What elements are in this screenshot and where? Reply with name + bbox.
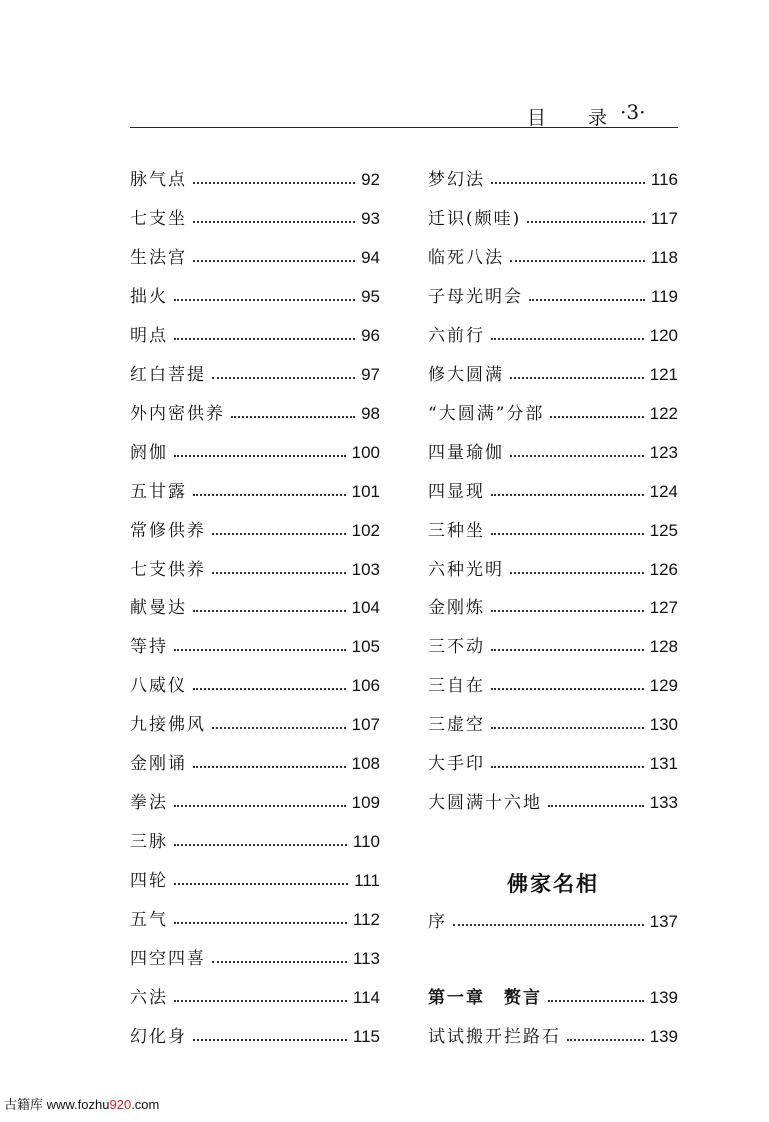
toc-leader-dots	[193, 766, 346, 768]
toc-entry-page: 116	[650, 170, 678, 189]
toc-entry-page: 109	[351, 793, 380, 813]
toc-leader-dots	[174, 338, 355, 340]
toc-entry[interactable]	[130, 206, 380, 232]
toc-leader-dots	[491, 338, 644, 340]
toc-entry-label: 试试搬开拦路石	[428, 1027, 561, 1047]
toc-entry-chapter[interactable]	[428, 985, 678, 1011]
toc-leader-dots	[548, 1000, 644, 1002]
toc-entry[interactable]	[130, 401, 380, 427]
toc-entry[interactable]	[130, 284, 380, 310]
toc-entry-label: 梦幻法	[428, 170, 485, 190]
toc-entry-page: 103	[351, 559, 380, 579]
toc-entry[interactable]	[130, 751, 380, 777]
toc-entry[interactable]	[130, 479, 380, 505]
toc-entry-page: 94	[361, 247, 380, 267]
toc-entry-label: 四量瑜伽	[428, 442, 504, 463]
toc-entry-label: 第一章 赘言	[428, 988, 542, 1008]
watermark-prefix: 古籍库 www.fozhu	[4, 1097, 110, 1112]
watermark-highlight: 920	[109, 1097, 132, 1112]
toc-entry-label: 等持	[130, 637, 168, 658]
toc-entry-page: 137	[649, 912, 678, 931]
toc-entry[interactable]	[130, 790, 380, 816]
toc-entry[interactable]	[428, 673, 678, 699]
toc-entry-page: 100	[351, 442, 380, 462]
toc-entry[interactable]	[130, 985, 380, 1011]
toc-entry-page: 131	[649, 754, 678, 774]
toc-entry-page: 97	[361, 364, 380, 384]
toc-leader-dots	[193, 182, 355, 184]
toc-entry[interactable]	[428, 751, 678, 777]
toc-leader-dots	[174, 649, 346, 651]
toc-leader-dots	[491, 610, 644, 612]
toc-leader-dots	[193, 260, 355, 262]
toc-entry-page: 105	[351, 637, 380, 657]
toc-entry[interactable]	[428, 712, 678, 738]
toc-entry-page: 122	[649, 403, 678, 423]
toc-entry-label: 六法	[130, 987, 168, 1008]
toc-entry-page: 96	[361, 325, 380, 345]
toc-leader-dots	[174, 455, 346, 457]
section-heading: 佛家名相	[507, 871, 599, 896]
toc-entry[interactable]	[130, 245, 380, 271]
toc-entry-page: 112	[352, 910, 380, 930]
toc-entry-page: 106	[351, 676, 380, 696]
toc-entry[interactable]	[428, 245, 678, 271]
toc-leader-dots	[491, 494, 644, 496]
toc-leader-dots	[212, 727, 346, 729]
header-title: 目 录	[527, 107, 626, 129]
toc-entry[interactable]	[428, 401, 678, 427]
toc-entry-label: 金刚诵	[130, 754, 187, 775]
toc-leader-dots	[491, 533, 644, 535]
toc-entry-label: 七支供养	[130, 559, 206, 580]
toc-entry-label: 常修供养	[130, 520, 206, 541]
toc-leader-dots	[174, 922, 347, 924]
toc-leader-dots	[174, 883, 348, 885]
toc-entry-page: 139	[649, 1027, 678, 1046]
toc-entry-page: 121	[649, 364, 678, 384]
toc-entry-label: 阏伽	[130, 442, 168, 463]
toc-leader-dots	[453, 924, 644, 926]
toc-entry-page: 115	[352, 1026, 380, 1046]
toc-entry-label: 明点	[130, 325, 168, 346]
header-rule	[130, 127, 678, 128]
toc-entry[interactable]	[130, 829, 380, 855]
toc-entry-label: 迁识(颇哇)	[428, 208, 522, 229]
toc-leader-dots	[212, 572, 346, 574]
toc-entry[interactable]	[428, 557, 678, 583]
toc-entry-label: 临死八法	[428, 247, 504, 268]
toc-entry[interactable]	[130, 167, 380, 193]
toc-entry[interactable]	[130, 557, 380, 583]
toc-entry-page: 111	[354, 871, 380, 891]
toc-entry-label: 外内密供养	[130, 403, 225, 424]
toc-leader-dots	[491, 688, 644, 690]
toc-leader-dots	[510, 260, 645, 262]
toc-entry-label: 生法宫	[130, 247, 187, 268]
toc-entry-label: 六种光明	[428, 559, 504, 580]
toc-leader-dots	[529, 299, 645, 301]
toc-entry-label: 八威仪	[130, 676, 187, 697]
toc-entry[interactable]	[130, 323, 380, 349]
toc-leader-dots	[567, 1039, 644, 1041]
toc-entry-label: 九接佛风	[130, 715, 206, 736]
toc-entry[interactable]	[130, 946, 380, 972]
toc-entry[interactable]	[428, 284, 678, 310]
toc-leader-dots	[174, 805, 346, 807]
toc-entry-label: 大手印	[428, 754, 485, 775]
toc-entry-label: 五甘露	[130, 481, 187, 502]
toc-entry-page: 119	[650, 286, 678, 306]
toc-entry-label: 金刚炼	[428, 598, 485, 619]
toc-entry-preface[interactable]	[428, 909, 678, 935]
toc-entry[interactable]	[130, 673, 380, 699]
header-page-number: ·3·	[620, 100, 646, 124]
toc-entry-page: 124	[649, 481, 678, 501]
toc-entry-label: 三自在	[428, 676, 485, 697]
toc-entry-page: 110	[352, 832, 380, 852]
toc-entry-label: 四轮	[130, 871, 168, 892]
toc-entry-label: 三种坐	[428, 520, 485, 541]
toc-entry[interactable]	[130, 907, 380, 933]
toc-entry-page: 104	[351, 598, 380, 618]
toc-entry-page: 107	[351, 715, 380, 735]
toc-entry-label: 七支坐	[130, 208, 187, 229]
toc-leader-dots	[174, 844, 347, 846]
toc-entry-label: 献曼达	[130, 598, 187, 619]
toc-leader-dots	[527, 221, 645, 223]
toc-entry-label: 六前行	[428, 325, 485, 346]
toc-entry-page: 128	[649, 637, 678, 657]
toc-entry[interactable]	[428, 362, 678, 388]
toc-leader-dots	[193, 221, 355, 223]
toc-entry-label: 修大圆满	[428, 364, 504, 385]
toc-entry[interactable]	[130, 518, 380, 544]
watermark-suffix: .com	[131, 1097, 160, 1112]
toc-entry-page: 127	[649, 598, 678, 618]
toc-entry-page: 98	[361, 403, 380, 423]
toc-leader-dots	[510, 455, 644, 457]
toc-leader-dots	[193, 494, 346, 496]
toc-entry[interactable]	[428, 167, 678, 193]
toc-leader-dots	[212, 377, 355, 379]
toc-entry-label: 三虚空	[428, 715, 485, 736]
toc-entry-page: 93	[361, 208, 380, 228]
toc-entry[interactable]	[130, 634, 380, 660]
toc-entry-page: 117	[650, 208, 678, 228]
toc-entry-label: 五气	[130, 910, 168, 931]
toc-entry-page: 92	[361, 170, 380, 189]
toc-entry[interactable]	[428, 323, 678, 349]
toc-entry-page: 108	[351, 754, 380, 774]
toc-leader-dots	[231, 416, 355, 418]
toc-entry[interactable]	[130, 362, 380, 388]
toc-entry[interactable]	[130, 1024, 380, 1050]
toc-entry[interactable]	[130, 440, 380, 466]
toc-entry-label: 序	[428, 912, 447, 932]
toc-entry-label: “大圆满”分部	[428, 403, 545, 424]
toc-entry-label: 四空四喜	[130, 949, 206, 969]
toc-leader-dots	[491, 766, 644, 768]
toc-leader-dots	[510, 377, 644, 379]
toc-entry-page: 130	[649, 715, 678, 735]
toc-leader-dots	[510, 572, 644, 574]
toc-entry-page: 118	[650, 247, 678, 267]
toc-leader-dots	[212, 961, 347, 963]
toc-leader-dots	[193, 610, 346, 612]
toc-entry-page: 125	[649, 520, 678, 540]
toc-entry-label: 三不动	[428, 637, 485, 658]
toc-entry-page: 95	[361, 286, 380, 306]
toc-entry[interactable]	[428, 206, 678, 232]
toc-entry-page: 114	[352, 987, 380, 1007]
toc-entry-page: 102	[351, 520, 380, 540]
toc-entry[interactable]	[428, 595, 678, 621]
toc-leader-dots	[548, 805, 644, 807]
toc-entry-page: 123	[649, 442, 678, 462]
toc-leader-dots	[193, 1039, 347, 1041]
toc-entry[interactable]	[130, 595, 380, 621]
toc-entry[interactable]	[428, 634, 678, 660]
toc-entry-label: 三脉	[130, 832, 168, 853]
toc-entry[interactable]	[428, 518, 678, 544]
toc-entry-subsection[interactable]	[428, 1024, 678, 1050]
toc-entry-label: 红白菩提	[130, 364, 206, 385]
toc-leader-dots	[491, 727, 644, 729]
toc-leader-dots	[174, 1000, 347, 1002]
toc-leader-dots	[193, 688, 346, 690]
toc-entry[interactable]	[130, 868, 380, 894]
toc-entry-page: 113	[352, 949, 380, 968]
toc-entry-label: 拙火	[130, 286, 168, 307]
toc-entry-label: 子母光明会	[428, 286, 523, 307]
toc-leader-dots	[174, 299, 355, 301]
toc-entry-label: 四显现	[428, 481, 485, 502]
toc-entry[interactable]	[428, 479, 678, 505]
toc-entry-page: 101	[351, 481, 380, 501]
toc-entry-label: 拳法	[130, 793, 168, 814]
toc-leader-dots	[550, 416, 643, 418]
toc-entry-label: 脉气点	[130, 170, 187, 190]
toc-leader-dots	[491, 649, 644, 651]
toc-leader-dots	[491, 182, 645, 184]
toc-entry-label: 大圆满十六地	[428, 793, 542, 814]
toc-entry[interactable]	[428, 790, 678, 816]
toc-entry-page: 133	[649, 793, 678, 813]
toc-entry[interactable]	[130, 712, 380, 738]
toc-entry-page: 126	[649, 559, 678, 579]
watermark	[4, 1094, 159, 1113]
toc-entry-label: 幻化身	[130, 1026, 187, 1047]
toc-entry[interactable]	[428, 440, 678, 466]
toc-leader-dots	[212, 533, 346, 535]
toc-entry-page: 129	[649, 676, 678, 696]
toc-entry-page: 120	[649, 325, 678, 345]
toc-entry-page: 139	[649, 988, 678, 1007]
